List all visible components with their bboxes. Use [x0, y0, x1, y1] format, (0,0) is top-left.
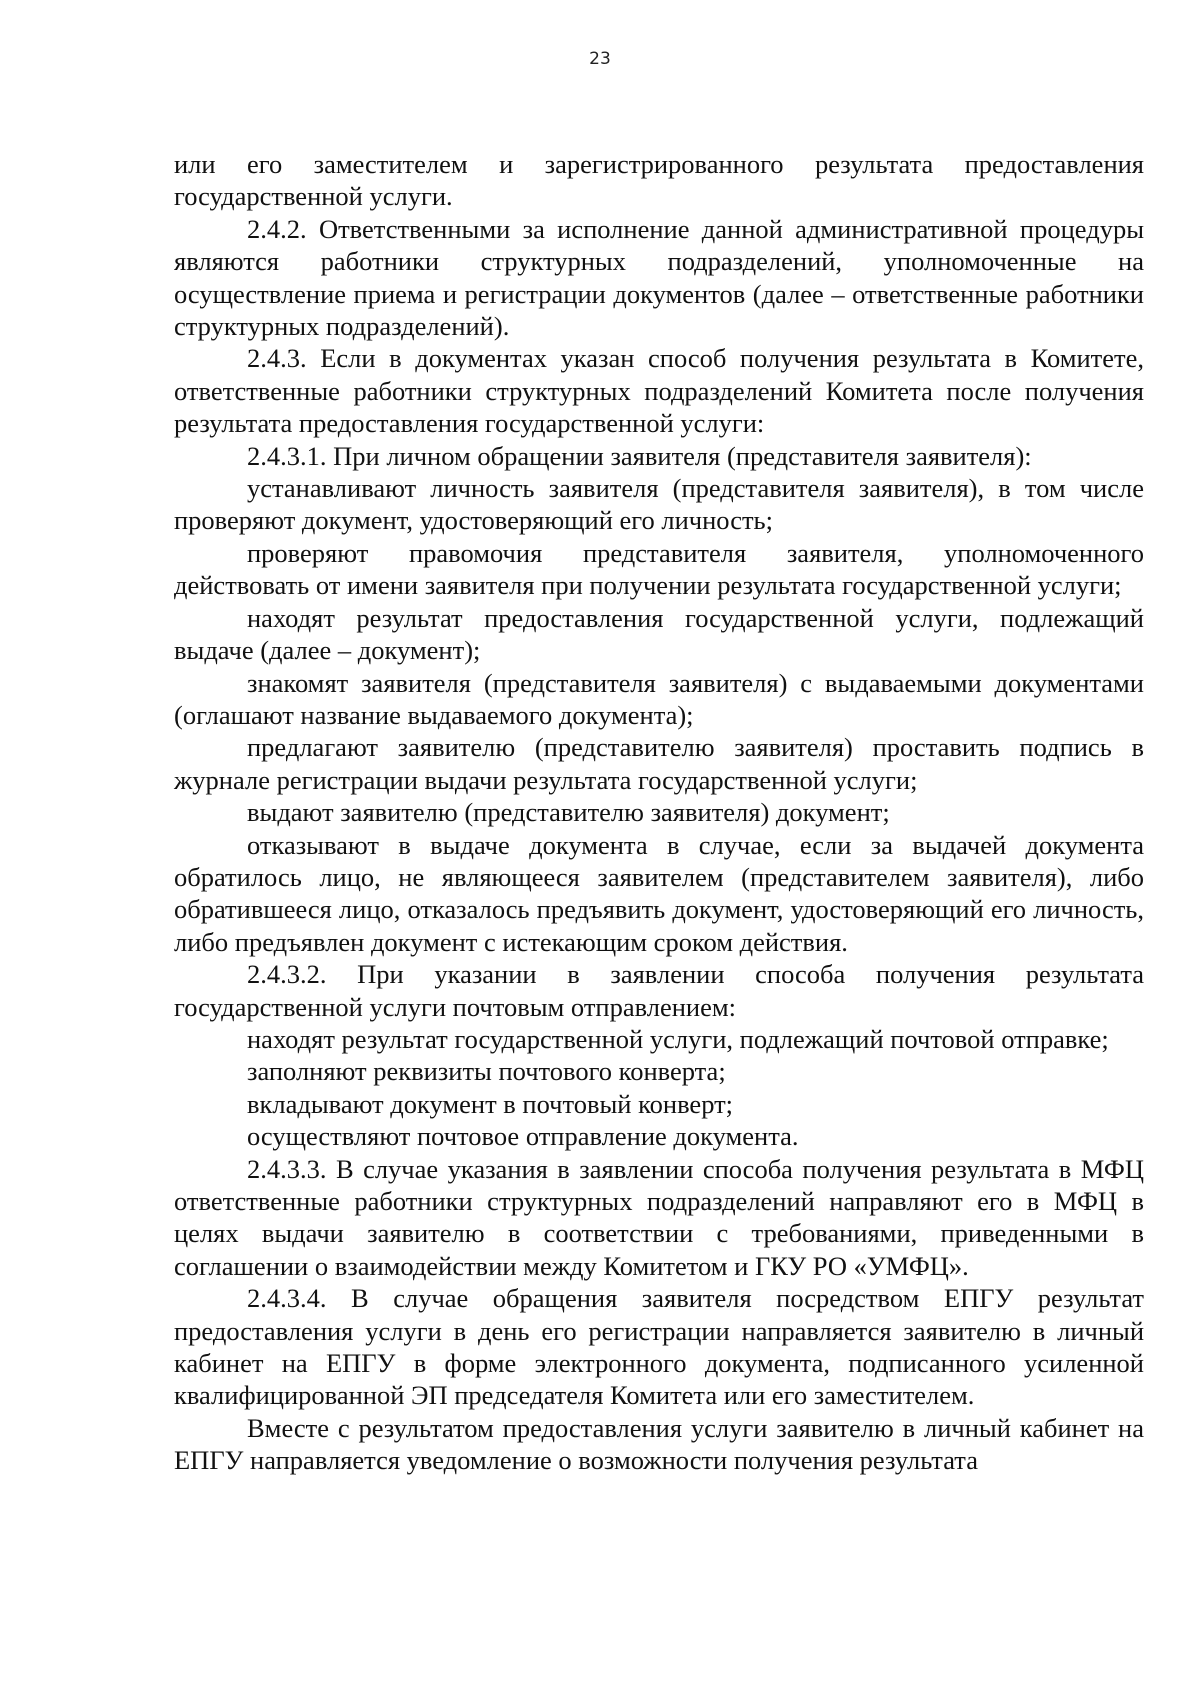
paragraph: находят результат предоставления государственной услуги, подлежащий выдаче (далее – документ);	[174, 602, 1144, 666]
paragraph: проверяют правомочия представителя заявителя, уполномоченного действовать от имени заявителя при получении результата государственной услуги;	[174, 537, 1144, 601]
paragraph: 2.4.2. Ответственными за исполнение данной административной процедуры являются работники структурных подразделений, уполномоченные на осуществление приема и регистрации документов (далее – ответственные работники структурных подразделений).	[174, 213, 1144, 342]
document-body	[174, 148, 1144, 1477]
paragraph: 2.4.3.4. В случае обращения заявителя посредством ЕПГУ результат предоставления услуги в день его регистрации направляется заявителю в личный кабинет на ЕПГУ в форме электронного документа, подписанного усиленной квалифицированной ЭП председателя Комитета или его заместителем.	[174, 1283, 1144, 1411]
paragraph: выдают заявителю (представителю заявителя) документ;	[247, 797, 890, 828]
paragraph: 2.4.3. Если в документах указан способ получения результата в Комитете, ответственные работники структурных подразделений Комитета после получения результата предоставления государственной услуги:	[174, 343, 1144, 439]
page-number: 23	[589, 49, 611, 69]
paragraph: вкладывают документ в почтовый конверт;	[247, 1088, 734, 1119]
paragraph: 2.4.3.2. При указании в заявлении способа получения результата государственной услуги почтовым отправлением:	[174, 959, 1144, 1022]
paragraph: заполняют реквизиты почтового конверта;	[247, 1056, 726, 1087]
paragraph: предлагают заявителю (представителю заявителя) проставить подпись в журнале регистрации выдачи результата государственной услуги;	[174, 732, 1144, 795]
paragraph: находят результат государственной услуги, подлежащий почтовой отправке;	[247, 1023, 1109, 1054]
paragraph: устанавливают личность заявителя (представителя заявителя), в том числе проверяют документ, удостоверяющий его личность;	[174, 473, 1144, 536]
paragraph: или его заместителем и зарегистрированного результата предоставления государственной услуги.	[174, 149, 1144, 212]
paragraph: отказывают в выдаче документа в случае, если за выдачей документа обратилось лицо, не являющееся заявителем (представителем заявителя), либо обратившееся лицо, отказалось предъявить документ, удостоверяющий его личность, либо предъявлен документ с истекающим сроком действия.	[174, 829, 1144, 957]
paragraph: осуществляют почтовое отправление документа.	[247, 1121, 799, 1152]
paragraph: Вместе с результатом предоставления услуги заявителю в личный кабинет на ЕПГУ направляется уведомление о возможности получения результата	[174, 1412, 1144, 1476]
paragraph: 2.4.3.1. При личном обращении заявителя (представителя заявителя):	[247, 440, 1032, 471]
paragraph: 2.4.3.3. В случае указания в заявлении способа получения результата в МФЦ ответственные работники структурных подразделений направляют его в МФЦ в целях выдачи заявителю в соответствии с требованиями, приведенными в соглашении о взаимодействии между Комитетом и ГКУ РО «УМФЦ».	[174, 1153, 1144, 1281]
paragraph: знакомят заявителя (представителя заявителя) с выдаваемыми документами (оглашают название выдаваемого документа);	[174, 667, 1144, 730]
